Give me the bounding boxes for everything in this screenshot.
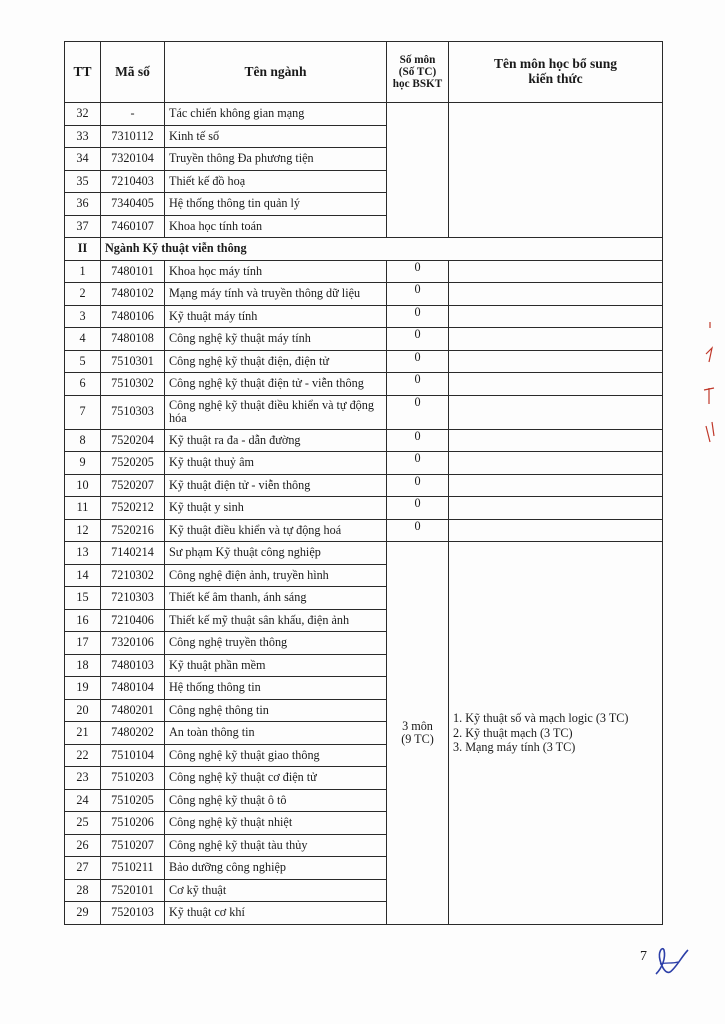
cell-ma-so: 7480201 [101, 699, 165, 722]
table-row [65, 395, 663, 429]
cell-ten-mon-empty [449, 328, 663, 351]
cell-ma-so: 7510211 [101, 857, 165, 880]
cell-ten-mon-empty [449, 395, 663, 429]
cell-tt: 33 [65, 125, 101, 148]
cell-tt: 11 [65, 497, 101, 520]
cell-ma-so: 7310112 [101, 125, 165, 148]
cell-ma-so: 7210403 [101, 170, 165, 193]
cell-ten-mon-empty [449, 305, 663, 328]
col-header-ten-mon: Tên môn học bổ sung kiến thức [449, 42, 663, 103]
cell-ten-nganh: Thiết kế âm thanh, ánh sáng [165, 587, 387, 610]
cell-ten-mon-empty [449, 452, 663, 475]
table-row [65, 429, 663, 452]
table-row [65, 519, 663, 542]
cell-ten-nganh: Truyền thông Đa phương tiện [165, 148, 387, 171]
cell-ten-nganh: Sư phạm Kỹ thuật công nghiệp [165, 542, 387, 565]
cell-so-mon: 0 [387, 519, 449, 542]
cell-so-mon: 0 [387, 373, 449, 396]
cell-ma-so: 7480202 [101, 722, 165, 745]
cell-tt: 3 [65, 305, 101, 328]
cell-ten-nganh: Công nghệ kỹ thuật điện, điện tử [165, 350, 387, 373]
table-row [65, 497, 663, 520]
cell-ten-nganh: Công nghệ kỹ thuật điện tử - viễn thông [165, 373, 387, 396]
cell-ten-nganh: Kỹ thuật máy tính [165, 305, 387, 328]
cell-ma-so: 7510207 [101, 834, 165, 857]
majors-table [64, 41, 663, 925]
cell-tt: 20 [65, 699, 101, 722]
col-header-tt: TT [65, 42, 101, 103]
cell-so-mon: 0 [387, 260, 449, 283]
cell-ten-nganh: Công nghệ kỹ thuật tàu thủy [165, 834, 387, 857]
cell-ten-nganh: Kỹ thuật điện tử - viễn thông [165, 474, 387, 497]
table-row [65, 283, 663, 306]
cell-subjects-merged [449, 542, 663, 925]
cell-ma-so: 7480108 [101, 328, 165, 351]
cell-tt: 1 [65, 260, 101, 283]
cell-tt: 32 [65, 103, 101, 126]
cell-ma-so: 7520207 [101, 474, 165, 497]
cell-ma-so: 7520103 [101, 902, 165, 925]
cell-so-mon: 0 [387, 305, 449, 328]
table-row [65, 452, 663, 475]
cell-ten-nganh: Kinh tế số [165, 125, 387, 148]
cell-ten-nganh: Công nghệ kỹ thuật ô tô [165, 789, 387, 812]
cell-tt: 4 [65, 328, 101, 351]
group-label: Ngành Kỹ thuật viễn thông [101, 238, 663, 261]
table-row [65, 260, 663, 283]
cell-so-mon: 0 [387, 283, 449, 306]
cell-ma-so: 7320106 [101, 632, 165, 655]
cell-ma-so: 7510303 [101, 395, 165, 429]
cell-tt: 15 [65, 587, 101, 610]
cell-ma-so: 7210406 [101, 609, 165, 632]
signature-icon [652, 944, 692, 980]
table-row [65, 103, 663, 126]
col-header-ten-nganh: Tên ngành [165, 42, 387, 103]
cell-ten-nganh: Thiết kế mỹ thuật sân khấu, điện ảnh [165, 609, 387, 632]
cell-ten-nganh: Hệ thống thông tin quản lý [165, 193, 387, 216]
cell-ten-nganh: Kỹ thuật ra đa - dẫn đường [165, 429, 387, 452]
cell-ten-mon-empty [449, 103, 663, 238]
cell-ten-nganh: Hệ thống thông tin [165, 677, 387, 700]
cell-ten-nganh: Công nghệ kỹ thuật nhiệt [165, 812, 387, 835]
cell-ten-nganh: Kỹ thuật thuỷ âm [165, 452, 387, 475]
cell-ma-so: 7520101 [101, 879, 165, 902]
cell-ten-nganh: Cơ kỹ thuật [165, 879, 387, 902]
table-row [65, 328, 663, 351]
cell-ma-so: 7480102 [101, 283, 165, 306]
cell-tt: 13 [65, 542, 101, 565]
cell-tt: 27 [65, 857, 101, 880]
cell-tt: 21 [65, 722, 101, 745]
cell-ten-nganh: Công nghệ điện ảnh, truyền hình [165, 564, 387, 587]
table-body [65, 103, 663, 925]
subject-item: 1. Kỹ thuật số và mạch logic (3 TC) [453, 711, 629, 726]
table-row [65, 474, 663, 497]
cell-so-mon-empty [387, 103, 449, 238]
cell-so-mon-merged: 3 môn (9 TC) [387, 542, 449, 925]
cell-ma-so: 7210303 [101, 587, 165, 610]
group-number: II [65, 238, 101, 261]
cell-tt: 9 [65, 452, 101, 475]
cell-tt: 23 [65, 767, 101, 790]
cell-ma-so: 7510205 [101, 789, 165, 812]
table-row [65, 542, 663, 565]
cell-ma-so: 7510104 [101, 744, 165, 767]
col-header-so-mon: Số môn (Số TC) học BSKT [387, 42, 449, 103]
cell-ten-nganh: Kỹ thuật y sinh [165, 497, 387, 520]
cell-tt: 28 [65, 879, 101, 902]
cell-ma-so: 7480104 [101, 677, 165, 700]
cell-ma-so: 7460107 [101, 215, 165, 238]
cell-ten-nganh: Công nghệ kỹ thuật giao thông [165, 744, 387, 767]
cell-ma-so: 7480106 [101, 305, 165, 328]
cell-tt: 34 [65, 148, 101, 171]
cell-ma-so: 7520204 [101, 429, 165, 452]
cell-ten-nganh: Kỹ thuật phần mềm [165, 654, 387, 677]
cell-tt: 7 [65, 395, 101, 429]
cell-tt: 12 [65, 519, 101, 542]
cell-tt: 26 [65, 834, 101, 857]
cell-ten-nganh: Khoa học máy tính [165, 260, 387, 283]
cell-tt: 17 [65, 632, 101, 655]
cell-tt: 10 [65, 474, 101, 497]
cell-tt: 16 [65, 609, 101, 632]
cell-so-mon: 0 [387, 350, 449, 373]
cell-ma-so: 7520216 [101, 519, 165, 542]
cell-so-mon: 0 [387, 474, 449, 497]
cell-tt: 29 [65, 902, 101, 925]
cell-ten-nganh: Công nghệ kỹ thuật máy tính [165, 328, 387, 351]
cell-ten-nganh: Khoa học tính toán [165, 215, 387, 238]
cell-tt: 8 [65, 429, 101, 452]
cell-ten-nganh: Tác chiến không gian mạng [165, 103, 387, 126]
cell-tt: 36 [65, 193, 101, 216]
cell-ten-nganh: Thiết kế đồ hoạ [165, 170, 387, 193]
cell-ma-so: 7480103 [101, 654, 165, 677]
cell-tt: 14 [65, 564, 101, 587]
cell-ma-so: 7510206 [101, 812, 165, 835]
cell-ma-so: 7210302 [101, 564, 165, 587]
margin-annotation-icon [700, 318, 720, 448]
page-number: 7 [640, 949, 647, 964]
cell-so-mon: 0 [387, 452, 449, 475]
cell-ten-nganh: Công nghệ truyền thông [165, 632, 387, 655]
col-header-ma-so: Mã số [101, 42, 165, 103]
subject-item: 2. Kỹ thuật mạch (3 TC) [453, 725, 573, 740]
cell-ten-nganh: Công nghệ kỹ thuật cơ điện tử [165, 767, 387, 790]
cell-so-mon: 0 [387, 395, 449, 429]
cell-ma-so: 7340405 [101, 193, 165, 216]
cell-so-mon: 0 [387, 497, 449, 520]
cell-tt: 25 [65, 812, 101, 835]
cell-ma-so: 7510302 [101, 373, 165, 396]
cell-tt: 18 [65, 654, 101, 677]
group-row [65, 238, 663, 261]
cell-tt: 35 [65, 170, 101, 193]
cell-ma-so: 7320104 [101, 148, 165, 171]
cell-ma-so: 7480101 [101, 260, 165, 283]
cell-ten-nganh: Kỹ thuật điều khiển và tự động hoá [165, 519, 387, 542]
cell-ma-so: 7510301 [101, 350, 165, 373]
subject-item: 3. Mạng máy tính (3 TC) [453, 739, 576, 754]
cell-tt: 24 [65, 789, 101, 812]
cell-tt: 6 [65, 373, 101, 396]
table-row [65, 305, 663, 328]
cell-tt: 19 [65, 677, 101, 700]
table-row [65, 373, 663, 396]
cell-ma-so: 7520212 [101, 497, 165, 520]
cell-ma-so: - [101, 103, 165, 126]
cell-ten-nganh: An toàn thông tin [165, 722, 387, 745]
cell-tt: 22 [65, 744, 101, 767]
cell-ten-nganh: Công nghệ kỹ thuật điều khiển và tự động hóa [165, 395, 387, 429]
cell-so-mon: 0 [387, 429, 449, 452]
cell-ten-mon-empty [449, 474, 663, 497]
cell-ten-mon-empty [449, 350, 663, 373]
cell-ten-mon-empty [449, 429, 663, 452]
cell-ten-mon-empty [449, 519, 663, 542]
cell-tt: 2 [65, 283, 101, 306]
cell-ma-so: 7510203 [101, 767, 165, 790]
cell-ten-mon-empty [449, 283, 663, 306]
cell-ten-mon-empty [449, 497, 663, 520]
cell-so-mon: 0 [387, 328, 449, 351]
cell-ten-mon-empty [449, 260, 663, 283]
cell-ten-nganh: Mạng máy tính và truyền thông dữ liệu [165, 283, 387, 306]
cell-ten-nganh: Công nghệ thông tin [165, 699, 387, 722]
cell-ten-nganh: Bảo dưỡng công nghiệp [165, 857, 387, 880]
cell-tt: 5 [65, 350, 101, 373]
cell-ma-so: 7520205 [101, 452, 165, 475]
table-row [65, 350, 663, 373]
cell-ma-so: 7140214 [101, 542, 165, 565]
cell-ten-mon-empty [449, 373, 663, 396]
header-row [65, 42, 663, 103]
cell-ten-nganh: Kỹ thuật cơ khí [165, 902, 387, 925]
cell-tt: 37 [65, 215, 101, 238]
